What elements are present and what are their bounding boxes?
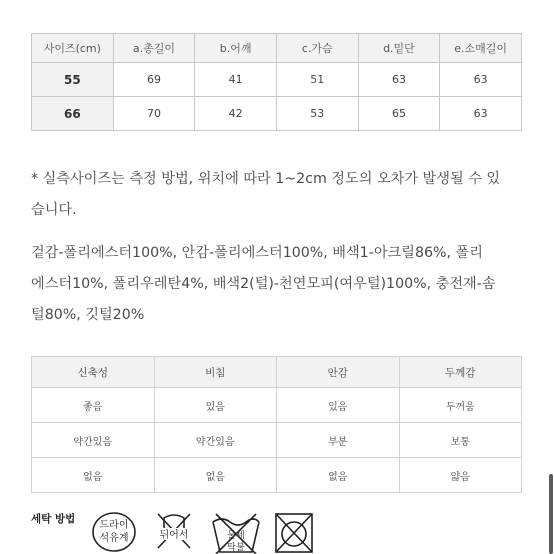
material-line: 털80%, 깃털20% [31,307,145,323]
size-value-cell: 42 [195,97,277,131]
feature-table [31,356,522,493]
size-header-cell: e.소매길이 [440,34,522,63]
size-value-cell: 41 [195,63,277,97]
feature-cell: 없음 [32,458,155,493]
feature-table-row [32,423,522,458]
washing-method-label: 세탁 방법 [31,513,76,525]
material-line: 에스터10%, 폴리우레탄4%, 배색2(털)-천연모피(여우털)100%, 충전재-솜 [31,276,496,292]
size-value-cell: 70 [113,97,195,131]
feature-cell: 있음 [154,388,277,423]
dry-clean-icon [90,510,138,554]
feature-cell: 얇음 [399,458,522,493]
feature-cell: 있음 [277,388,400,423]
note-line: * 실측사이즈는 측정 방법, 위치에 따라 1~2cm 정도의 오차가 발생될 수 있 [31,171,501,187]
dry-clean-text: 석유계 [99,533,129,544]
no-water-text: 물세 [227,531,245,541]
size-header-cell: b.어깨 [195,34,277,63]
size-value-cell: 53 [276,97,358,131]
dry-clean-text: 드라이 [99,520,129,531]
feature-table-row [32,458,522,493]
no-water-wash-icon [210,510,262,554]
feature-cell: 보통 [399,423,522,458]
feature-cell: 약간있음 [154,423,277,458]
size-table-row [32,97,522,131]
feature-header-cell: 두께감 [399,357,522,388]
size-table-row [32,63,522,97]
wring-text: 뒤어서 [159,530,189,541]
size-value-cell: 69 [113,63,195,97]
feature-cell: 약간있음 [32,423,155,458]
feature-table-row [32,388,522,423]
size-value-cell: 63 [440,97,522,131]
size-value-cell: 51 [276,63,358,97]
size-value-cell: 63 [440,63,522,97]
size-header-cell: c.가슴 [276,34,358,63]
measurement-note [31,164,536,226]
feature-cell: 없음 [154,458,277,493]
size-header-cell: a.총길이 [113,34,195,63]
size-value-cell: 63 [358,63,440,97]
size-table [31,33,522,131]
material-line: 겉감-폴리에스터100%, 안감-폴리에스터100%, 배색1-아크릴86%, 폴리 [31,245,483,261]
feature-cell: 부분 [277,423,400,458]
feature-table-header-row [32,357,522,388]
feature-cell: 두꺼움 [399,388,522,423]
size-label-cell: 55 [32,63,114,97]
feature-header-cell: 비침 [154,357,277,388]
feature-cell: 없음 [277,458,400,493]
do-not-wring-icon [150,510,198,554]
feature-header-cell: 안감 [277,357,400,388]
size-value-cell: 65 [358,97,440,131]
material-composition [31,238,536,331]
note-line: 습니다. [31,202,77,218]
size-header-cell: 사이즈(cm) [32,34,114,63]
size-table-header-row [32,34,522,63]
feature-header-cell: 신축성 [32,357,155,388]
no-tumble-dry-icon [272,510,316,554]
size-header-cell: d.밑단 [358,34,440,63]
size-label-cell: 66 [32,97,114,131]
scrollbar-thumb[interactable] [549,474,553,554]
feature-cell: 좋음 [32,388,155,423]
no-water-text: 탁불 [227,543,245,553]
